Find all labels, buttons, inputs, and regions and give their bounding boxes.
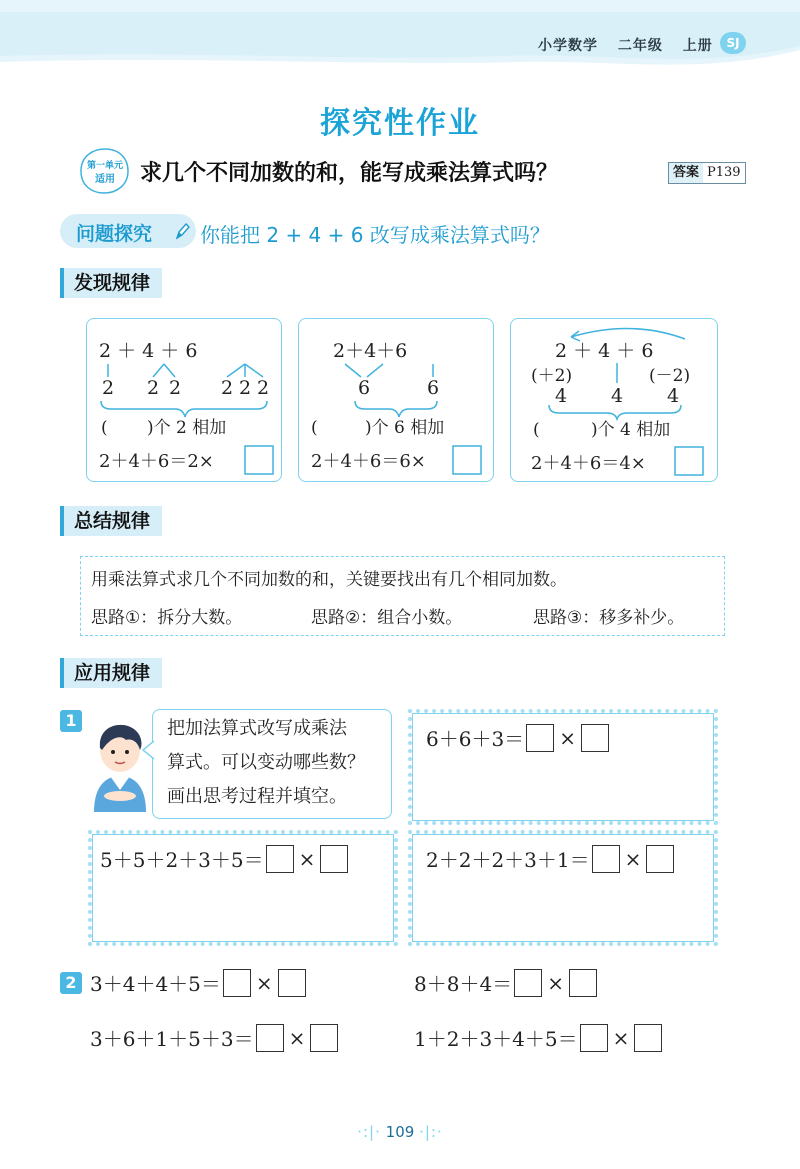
section-apply: 应用规律 (60, 658, 162, 688)
q2-eq-a-blank-2[interactable] (278, 969, 306, 997)
panel3-top-row: 2 ＋ 4 ＋ 6 (555, 340, 654, 362)
q2-eq-b-times: × (547, 970, 564, 995)
seal-line2: 适用 (95, 174, 115, 185)
edition-badge: SJ (720, 32, 746, 54)
panel2-answer-box (453, 446, 481, 474)
header-info (538, 35, 727, 55)
q2-eq-c-times: × (288, 1025, 306, 1050)
panel1-count-open: ( (101, 418, 108, 438)
question-number-1: 1 (60, 710, 82, 732)
boy-thinking-icon (88, 720, 152, 812)
q1-prompt-line1: 把加法算式改写成乘法 (167, 718, 347, 739)
q1-eq-a-blank-2[interactable] (581, 724, 609, 752)
svg-text:2: 2 (239, 377, 252, 399)
page-number-dots-right: ·|:· (419, 1123, 443, 1141)
discover-panel-1 (86, 318, 282, 482)
header-subject: 小学数学 (538, 38, 598, 54)
q1-equation-c (426, 844, 676, 873)
question-number-2: 2 (60, 972, 82, 994)
page-number-dots-left: ·:|· (357, 1123, 381, 1141)
svg-text:4: 4 (667, 385, 680, 407)
panel1-top-row: 2 ＋ 4 ＋ 6 (99, 340, 198, 362)
q1-prompt-line3: 画出思考过程并填空。 (167, 786, 347, 807)
q2-equation-b (414, 968, 599, 997)
answer-page: P139 (707, 165, 741, 180)
svg-text:2: 2 (102, 377, 115, 399)
svg-text:2: 2 (221, 377, 234, 399)
q2-equation-c (90, 1023, 340, 1052)
q1-eq-a-text: 6＋6＋3＝ (426, 727, 525, 751)
q1-prompt-bubble (152, 709, 392, 819)
q1-eq-a-times: × (559, 725, 576, 750)
q1-eq-b-blank-1[interactable] (266, 845, 294, 873)
panel2-equation: 2＋4＋6＝6× (311, 451, 426, 472)
q1-eq-c-text: 2＋2＋2＋3＋1＝ (426, 848, 590, 872)
pencil-icon (174, 222, 190, 240)
panel3-adjust-right: (－2) (649, 366, 691, 386)
panel1-equation: 2＋4＋6＝2× (99, 451, 214, 472)
summary-idea-2: 思路②：组合小数。 (311, 608, 463, 628)
q2-eq-c-blank-1[interactable] (256, 1024, 284, 1052)
explore-question: 你能把 2 + 4 + 6 改写成乘法算式吗？ (200, 223, 550, 247)
summary-box (80, 556, 725, 636)
q2-eq-d-times: × (612, 1025, 630, 1050)
q2-equation-d (414, 1023, 664, 1052)
q1-eq-c-blank-2[interactable] (646, 845, 674, 873)
svg-text:2: 2 (147, 377, 160, 399)
discover-panel-2 (298, 318, 494, 482)
svg-text:2: 2 (257, 377, 270, 399)
q2-eq-a-text: 3＋4＋4＋5＝ (90, 972, 221, 996)
q2-eq-a-times: × (255, 970, 273, 995)
q1-work-box-b[interactable] (88, 830, 398, 946)
summary-idea-3: 思路③：移多补少。 (533, 608, 685, 628)
q1-work-box-a[interactable] (408, 709, 718, 825)
panel3-equation: 2＋4＋6＝4× (531, 453, 646, 474)
q2-eq-d-blank-1[interactable] (580, 1024, 608, 1052)
panel3-shift-diagram (511, 319, 719, 483)
panel3-count-close: )个 4 相加 (591, 420, 671, 440)
week-seal-stamp (77, 146, 131, 196)
q2-eq-d-blank-2[interactable] (634, 1024, 662, 1052)
panel1-split-diagram (87, 319, 283, 483)
panel2-top-row: 2＋4＋6 (333, 340, 408, 362)
panel2-group-diagram (299, 319, 495, 483)
q1-equation-b (100, 844, 350, 873)
q2-eq-c-text: 3＋6＋1＋5＋3＝ (90, 1027, 254, 1051)
q2-eq-b-blank-2[interactable] (569, 969, 597, 997)
q2-eq-c-blank-2[interactable] (310, 1024, 338, 1052)
seal-line1: 第一单元 (86, 161, 124, 171)
svg-text:4: 4 (555, 385, 568, 407)
q1-eq-a-blank-1[interactable] (526, 724, 554, 752)
q1-eq-b-text: 5＋5＋2＋3＋5＝ (100, 848, 264, 872)
bubble-tail (142, 740, 156, 760)
answer-reference[interactable] (668, 162, 746, 184)
summary-line: 用乘法算式求几个不同加数的和，关键要找出有几个相同加数。 (91, 570, 567, 590)
main-question: 求几个不同加数的和，能写成乘法算式吗？ (140, 161, 559, 186)
header-volume: 上册 (682, 38, 713, 54)
panel2-count-open: ( (311, 418, 318, 438)
page-number (0, 1123, 800, 1141)
q2-eq-b-blank-1[interactable] (514, 969, 542, 997)
panel3-count-open: ( (533, 420, 540, 440)
explore-label: 问题探究 (76, 223, 153, 245)
q2-eq-d-text: 1＋2＋3＋4＋5＝ (414, 1027, 578, 1051)
q1-eq-c-times: × (624, 846, 642, 871)
q1-prompt-line2: 算式。可以变动哪些数？ (167, 752, 365, 773)
q2-equation-a (90, 968, 308, 997)
svg-text:4: 4 (611, 385, 624, 407)
q1-equation-a (426, 723, 611, 752)
svg-text:6: 6 (358, 377, 371, 399)
svg-text:2: 2 (169, 377, 182, 399)
q1-eq-b-blank-2[interactable] (320, 845, 348, 873)
page-title: 探究性作业 (320, 106, 480, 141)
q1-work-box-c[interactable] (408, 830, 718, 946)
q2-eq-b-text: 8＋8＋4＝ (414, 972, 513, 996)
panel1-count-close: )个 2 相加 (147, 418, 227, 438)
section-summary: 总结规律 (60, 506, 162, 536)
summary-idea-1: 思路①：拆分大数。 (91, 608, 243, 628)
page-number-value: 109 (385, 1123, 415, 1141)
panel3-answer-box (675, 447, 703, 475)
answer-label: 答案 (669, 163, 703, 183)
header-grade: 二年级 (617, 38, 663, 54)
panel1-answer-box (245, 446, 273, 474)
q2-eq-a-blank-1[interactable] (223, 969, 251, 997)
panel3-adjust-left: (＋2) (531, 366, 573, 386)
section-discover: 发现规律 (60, 268, 162, 298)
svg-text:6: 6 (427, 377, 440, 399)
q1-eq-c-blank-1[interactable] (592, 845, 620, 873)
panel2-count-close: )个 6 相加 (365, 418, 445, 438)
discover-panel-3 (510, 318, 718, 482)
q1-eq-b-times: × (298, 846, 316, 871)
